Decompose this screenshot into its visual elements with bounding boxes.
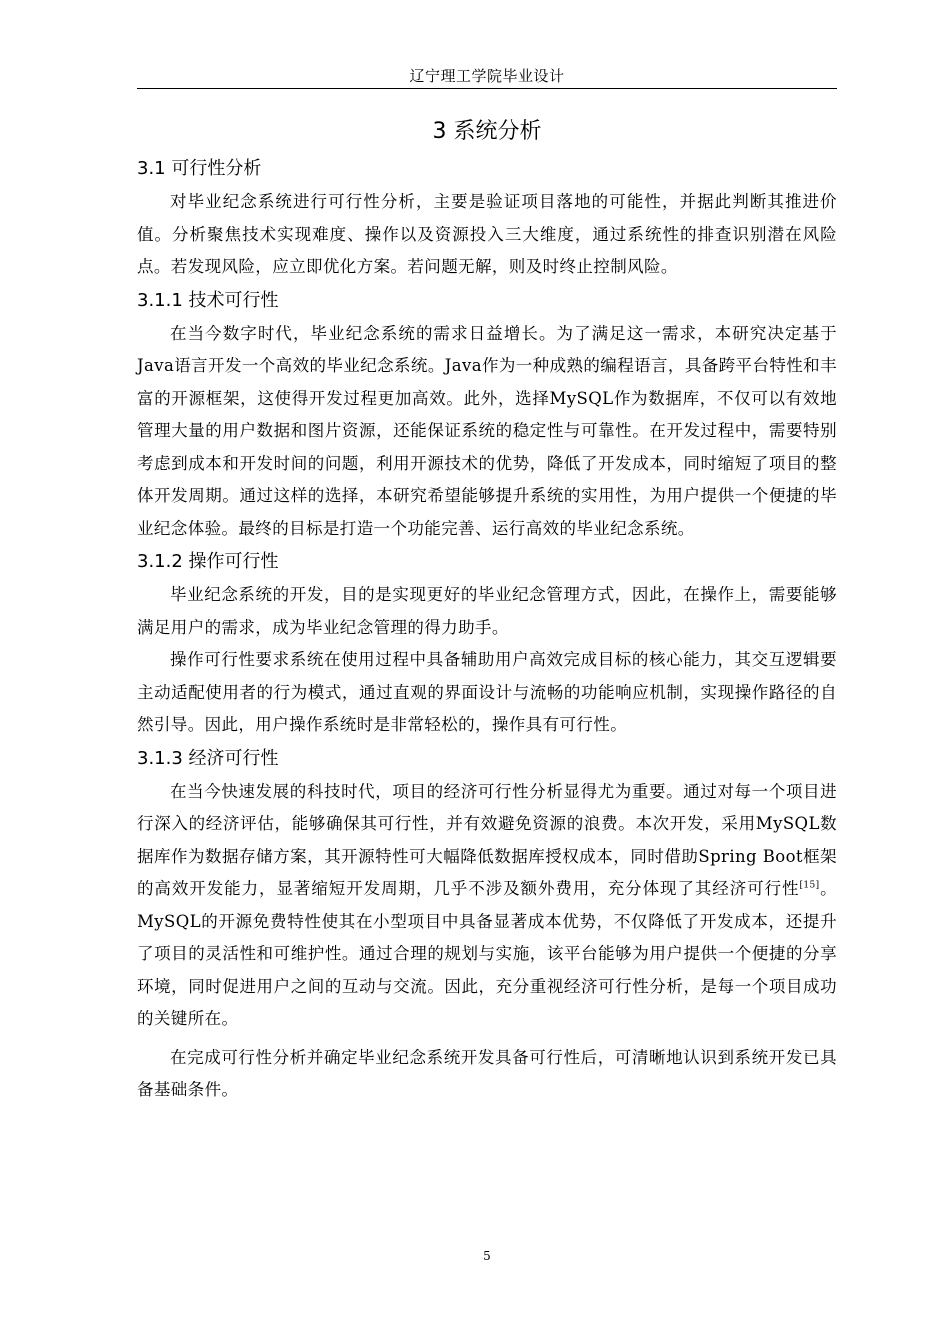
header-divider [137,88,837,89]
paragraph-operational-feasibility-2: 操作可行性要求系统在使用过程中具备辅助用户高效完成目标的核心能力，其交互逻辑要主动适配使用者的行为模式，通过直观的界面设计与流畅的功能响应机制，实现操作路径的自然引导。因此，用户操作系统时是非常轻松的，操作具有可行性。 [137,650,837,734]
page-body [137,112,837,1107]
page-header: 辽宁理工学院毕业设计 [409,67,565,85]
paragraph-feasibility-intro: 对毕业纪念系统进行可行性分析，主要是验证项目落地的可能性，并据此判断其推进价值。分析聚焦技术实现难度、操作以及资源投入三大维度，通过系统性的排查识别潜在风险点。若发现风险，应立即优化方案。若问题无解，则及时终止控制风险。 [137,192,837,276]
paragraph-operational-feasibility-1: 毕业纪念系统的开发，目的是实现更好的毕业纪念管理方式，因此，在操作上，需要能够满足用户的需求，成为毕业纪念管理的得力助手。 [137,585,837,637]
paragraph-economic-part-2: 。MySQL的开源免费特性使其在小型项目中具备显著成本优势，不仅降低了开发成本，还提升了项目的灵活性和可维护性。通过合理的规划与实施，该平台能够为用户提供一个便捷的分享环境，同时促进用户之间的互动与交流。因此，充分重视经济可行性分析，是每一个项目成功的关键所在。 [137,879,837,1028]
paragraph-economic-part-1: 在当今快速发展的科技时代，项目的经济可行性分析显得尤为重要。通过对每一个项目进行深入的经济评估，能够确保其可行性，并有效避免资源的浪费。本次开发，采用MySQL数据库作为数据存储方案，其开源特性可大幅降低数据库授权成本，同时借助Spring Boot框架的高效开发能力，显著缩短开发周期，几乎不涉及额外费用，充分体现了其经济可行性 [137,781,837,898]
section-heading-3-1-2: 3.1.2 操作可行性 [137,551,279,572]
section-heading-3-1: 3.1 可行性分析 [137,158,262,179]
paragraph-conclusion: 在完成可行性分析并确定毕业纪念系统开发具备可行性后，可清晰地认识到系统开发已具备基础条件。 [137,1047,837,1099]
chapter-title: 3 系统分析 [432,119,542,144]
section-heading-3-1-1: 3.1.1 技术可行性 [137,289,279,311]
page-number: 5 [483,1249,491,1263]
citation-reference: [15] [799,880,820,891]
paragraph-economic-feasibility [137,776,837,1036]
section-heading-3-1-3: 3.1.3 经济可行性 [137,747,279,769]
paragraph-technical-feasibility: 在当今数字时代，毕业纪念系统的需求日益增长。为了满足这一需求，本研究决定基于Java语言开发一个高效的毕业纪念系统。Java作为一种成熟的编程语言，具备跨平台特性和丰富的开源框架，这使得开发过程更加高效。此外，选择MySQL作为数据库，不仅可以有效地管理大量的用户数据和图片资源，还能保证系统的稳定性与可靠性。在开发过程中，需要特别考虑到成本和开发时间的问题，利用开源技术的优势，降低了开发成本，同时缩短了项目的整体开发周期。通过这样的选择，本研究希望能够提升系统的实用性，为用户提供一个便捷的毕业纪念体验。最终的目标是打造一个功能完善、运行高效的毕业纪念系统。 [137,323,837,538]
